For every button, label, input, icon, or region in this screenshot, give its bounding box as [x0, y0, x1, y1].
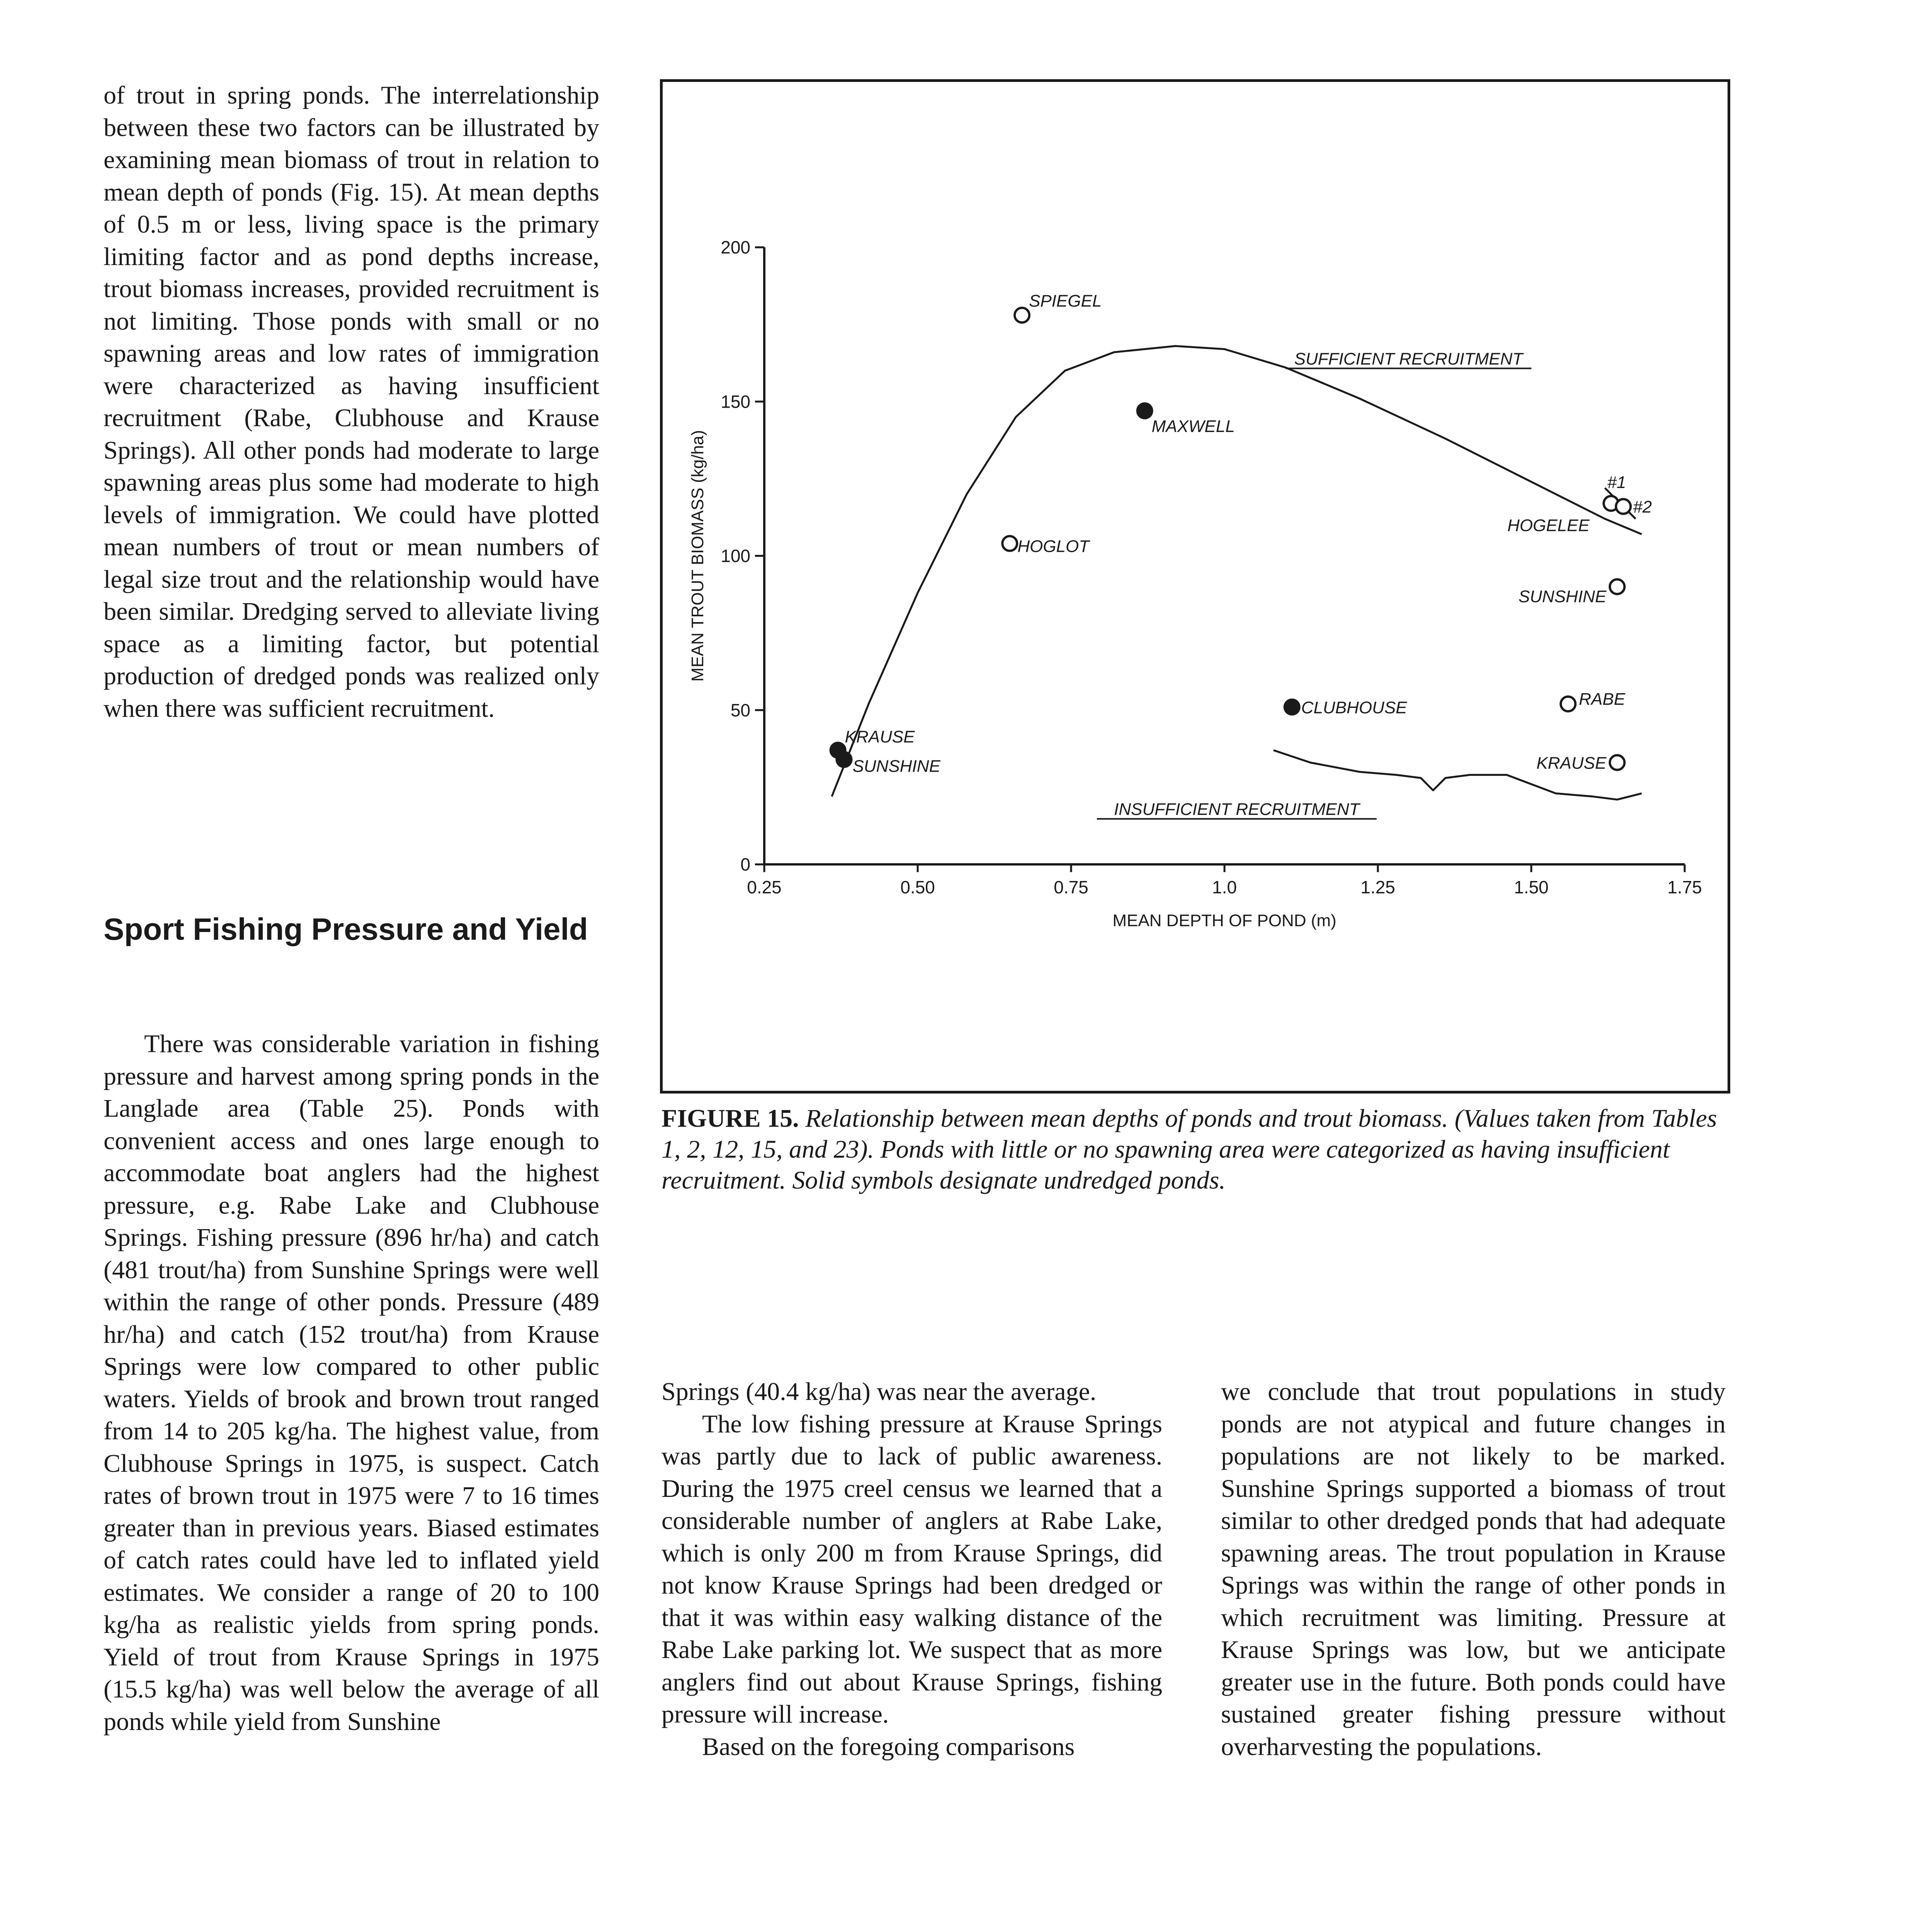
text-column-left-bottom	[104, 1028, 599, 1738]
body-paragraph: The low fishing pressure at Krause Springs was partly due to lack of public awareness. During the 1975 creel census we learned that a considerable number of anglers at Rabe Lake, which is only 200 m from Krause Springs, did not know Krause Springs had been dredged or that it was within easy walking distance of the Rabe Lake parking lot. We suspect that as more anglers find out about Krause Springs, fishing pressure will increase.	[662, 1410, 1162, 1728]
body-paragraph: Based on the foregoing comparisons	[702, 1732, 1075, 1761]
sufficient-recruitment-curve	[832, 346, 1642, 797]
x-tick-label: 1.75	[1667, 877, 1702, 897]
text-column-left-top	[104, 79, 599, 724]
label-clubhouse: CLUBHOUSE	[1301, 698, 1407, 717]
label-sufficient-recruitment: SUFFICIENT RECRUITMENT	[1294, 349, 1523, 369]
point-sunshine-dredged	[1610, 579, 1624, 594]
label-hogelee: HOGELEE	[1507, 516, 1590, 535]
label-hogelee-1: #1	[1607, 473, 1626, 492]
body-paragraph: of trout in spring ponds. The interrelationship between these two factors can be illustrated by examining mean biomass of trout in relation to mean depth of ponds (Fig. 15). At mean depths of 0.5 m or less, living space is the primary limiting factor and as pond depths increase, trout biomass increases, provided recruitment is not limiting. Those ponds with small or no spawning areas and low rates of immigration were characterized as having insufficient recruitment (Rabe, Clubhouse and Krause Springs). All other ponds had moderate to large spawning areas plus some had moderate to high levels of immigration. We could have plotted mean numbers of trout or mean numbers of legal size trout and the relationship would have been similar. Dredging served to alleviate living space as a limiting factor, but potential production of dredged ponds was realized only when there was sufficient recruitment.	[104, 81, 599, 723]
x-tick-label: 1.50	[1514, 877, 1549, 897]
label-spiegel: SPIEGEL	[1029, 291, 1102, 311]
body-paragraph: we conclude that trout populations in study ponds are not atypical and future changes in populations are not likely to be marked. Sunshine Springs supported a biomass of trout similar to other dredged ponds that had adequate spawning areas. The trout population in Krause Springs was within the range of other ponds in which recruitment was limiting. Pressure at Krause Springs was low, but we anticipate greater use in the future. Both ponds could have sustained greater fishing pressure without overharvesting the populations.	[1221, 1378, 1726, 1761]
figure-15-frame	[660, 79, 1730, 1094]
chart-points	[831, 308, 1631, 773]
figure-caption-text: Relationship between mean depths of ponds and trout biomass. (Values taken from Tables 1, 2, 12, 15, and 23). Ponds with little or no spawning area were categorized as having insufficient recruitment. Solid symbols designate undredged ponds.	[662, 1104, 1717, 1194]
figure-15-chart	[663, 82, 1728, 1091]
section-heading: Sport Fishing Pressure and Yield	[104, 912, 588, 946]
text-column-right	[1221, 1376, 1726, 1763]
point-hogelee-2	[1616, 499, 1631, 514]
y-tick-label: 150	[721, 391, 750, 412]
label-krause-undredged: KRAUSE	[845, 727, 915, 747]
chart-axes	[688, 237, 1702, 930]
label-krause-dredged: KRAUSE	[1536, 753, 1607, 773]
y-tick-label: 50	[730, 700, 750, 720]
y-axis-label: MEAN TROUT BIOMASS (kg/ha)	[688, 430, 707, 682]
point-spiegel	[1015, 308, 1029, 323]
x-tick-label: 0.75	[1054, 877, 1088, 897]
label-hogelee-2: #2	[1633, 497, 1652, 517]
figure-caption	[662, 1103, 1732, 1196]
label-hoglot: HOGLOT	[1017, 537, 1089, 556]
point-rabe	[1561, 697, 1575, 711]
point-clubhouse	[1285, 700, 1299, 714]
y-tick-label: 200	[721, 237, 750, 257]
x-axis-label: MEAN DEPTH OF POND (m)	[1112, 911, 1337, 930]
label-sunshine-undredged: SUNSHINE	[852, 757, 940, 776]
x-tick-label: 1.0	[1212, 877, 1237, 897]
x-tick-label: 1.25	[1360, 877, 1395, 897]
point-maxwell	[1138, 403, 1152, 418]
label-insufficient-recruitment: INSUFFICIENT RECRUITMENT	[1114, 800, 1360, 819]
point-sunshine-undredged	[837, 752, 851, 767]
x-tick-label: 0.50	[900, 877, 935, 897]
body-paragraph: Springs (40.4 kg/ha) was near the average.	[662, 1378, 1097, 1406]
label-maxwell: MAXWELL	[1151, 417, 1235, 436]
label-sunshine-dredged: SUNSHINE	[1518, 587, 1607, 606]
label-rabe: RABE	[1579, 689, 1626, 709]
y-tick-label: 100	[721, 546, 750, 566]
figure-caption-label: FIGURE 15.	[662, 1104, 799, 1133]
body-paragraph: There was considerable variation in fishing pressure and harvest among spring ponds in the Langlade area (Table 25). Ponds with convenient access and ones large enough to accommodate boat anglers had the highest pressure, e.g. Rabe Lake and Clubhouse Springs. Fishing pressure (896 hr/ha) and catch (481 trout/ha) from Sunshine Springs were well within the range of other ponds. Pressure (489 hr/ha) and catch (152 trout/ha) from Krause Springs were low compared to other public waters. Yields of brook and brown trout ranged from 14 to 205 kg/ha. The highest value, from Clubhouse Springs in 1975, is suspect. Catch rates of brown trout in 1975 were 7 to 16 times greater than in previous years. Biased estimates of catch rates could have led to inflated yield estimates. We consider a range of 20 to 100 kg/ha as realistic yields from spring ponds. Yield of trout from Krause Springs in 1975 (15.5 kg/ha) was well below the average of all ponds while yield from Sunshine	[104, 1030, 599, 1736]
x-tick-label: 0.25	[747, 877, 782, 897]
text-column-middle	[662, 1376, 1162, 1763]
chart-curves	[832, 346, 1642, 800]
chart-labels	[845, 292, 1652, 819]
point-krause-dredged	[1610, 755, 1624, 770]
point-hoglot	[1002, 536, 1017, 551]
y-tick-label: 0	[740, 854, 750, 874]
